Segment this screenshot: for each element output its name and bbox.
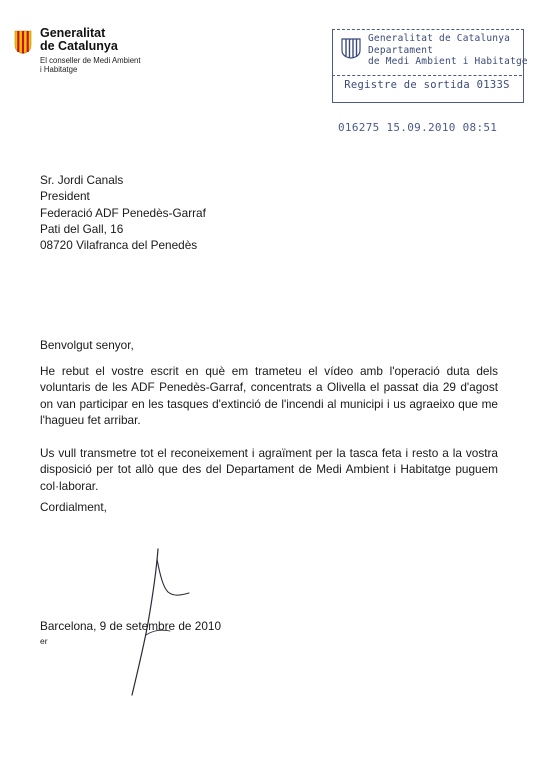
body-paragraph-2: Us vull transmetre tot el reconeixement i agraïment per la tasca feta i resto a la vostra disposició per tot allò que des del Departament de Medi Ambient i Habitatge puguem col·laborar.: [40, 446, 498, 493]
recipient-city: 08720 Vilafranca del Penedès: [40, 238, 198, 253]
generalitat-logo-icon: [14, 30, 32, 54]
recipient-organization: Federació ADF Penedès-Garraf: [40, 205, 206, 220]
recipient-address: [40, 172, 206, 253]
stamp-divider: [332, 75, 522, 76]
recipient-name: Sr. Jordi Canals: [40, 173, 124, 187]
recipient-street: Pati del Gall, 16: [40, 221, 124, 236]
stamp-text: [368, 33, 528, 68]
stamp-line-3: de Medi Ambient i Habitatge: [368, 56, 528, 67]
registry-stamp: [332, 29, 528, 103]
sender-line-1: El conseller de Medi Ambient: [40, 56, 141, 65]
place-and-date: Barcelona, 9 de setembre de 2010: [40, 619, 222, 633]
recipient-title: President: [40, 189, 90, 204]
typist-initials: er: [40, 636, 48, 646]
closing: Cordialment,: [40, 500, 107, 514]
salutation: Benvolgut senyor,: [40, 338, 134, 352]
org-line-1: Generalitat: [40, 26, 106, 40]
stamp-registry-number: Registre de sortida 0133S: [344, 79, 510, 91]
body-paragraph-1: He rebut el vostre escrit en què em trameteu el vídeo amb l'operació duta dels voluntaris de les ADF Penedès-Garraf, concentrats a Olivella el passat dia 29 d'agost on van participar en les tasques d'extinció de l'incendi al municipi i us agraeixo que me l'hagueu fet arribar.: [40, 364, 498, 428]
stamp-emblem-icon: [340, 37, 362, 59]
org-line-2: de Catalunya: [40, 39, 118, 53]
registry-entry-timestamp: 016275 15.09.2010 08:51: [338, 121, 498, 134]
sender-line-2: i Habitatge: [40, 65, 78, 74]
sender-title: [40, 56, 141, 74]
stamp-line-2: Departament: [368, 44, 434, 56]
organization-name: [40, 27, 118, 53]
stamp-line-1: Generalitat de Catalunya: [368, 33, 511, 44]
